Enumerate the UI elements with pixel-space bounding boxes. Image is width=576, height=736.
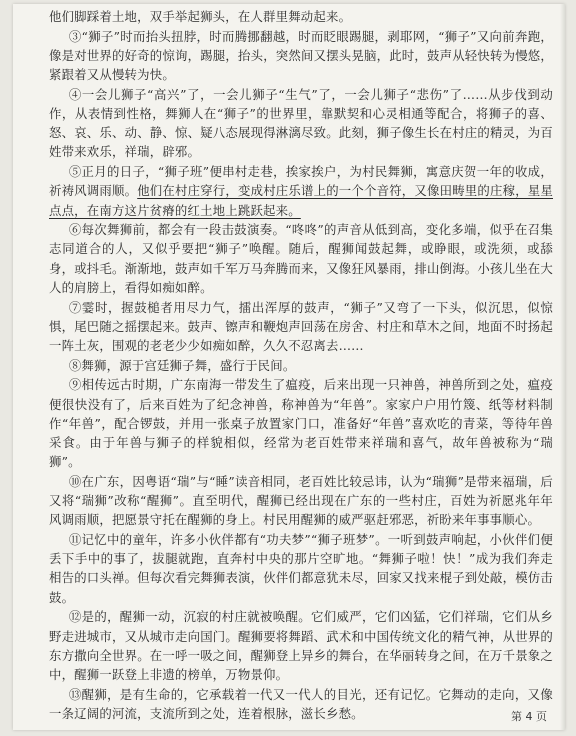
page-number: 第 4 页 [511,710,547,723]
underlined-sentence: 他们在村庄穿行，变成村庄乐谱上的一个个音符，又像田畴里的庄稼，星星点点，在南方这片贫瘠的红土地上跳跃起来。 [49,183,553,218]
paragraph-3: ③“狮子”时而抬头扭脖，时而腾挪翻越，时而眨眼踢腿，剥耶网，“狮子”又向前奔跑，像是对世界的好奇的惊询，踢腿，抬头，突然间又摆头晃脑，此时，鼓声从轻快转为慢悠，紧跟着又从慢转为快。 [49,28,553,83]
paragraph-6: ⑥每次舞狮前，都会有一段击鼓演奏。“咚咚”的声音从低到高，变化多端，似乎在召集志同道合的人，又似乎要把“狮子”唤醒。随后，醒狮闻鼓起舞，或睁眼，或洗须，或舔身，或抖毛。渐渐地，鼓声如千军万马奔腾而来，又像狂风暴雨，排山倒海。小孩儿坐在大人的肩膀上，看得如痴如醉。 [49,222,553,295]
exam-page [13,4,565,730]
paragraph-5 [49,162,553,220]
paragraph-5-lead: ⑤正月的日子，“狮子班”便串村走巷，挨家挨户，为村民舞狮，寓意庆贺一年的收成，祈祷风调雨顺。 [49,164,553,199]
page-edge [560,4,565,730]
paragraph-8: ⑧舞狮，源于宫廷狮子舞，盛行于民间。 [68,357,296,373]
paragraph-4: ④一会儿狮子“高兴”了，一会儿狮子“生气”了，一会儿狮子“悲伤”了……从步伐到动作，从表情到性格，舞狮人在“狮子”的世界里，靠默契和心灵相通等配合，将狮子的喜、怒、哀、乐、动、静、惊、疑八态展现得淋漓尽致。此刻，狮子像生长在村庄的精灵，为百姓带来欢乐，祥瑞，辟邪。 [49,86,553,160]
paragraph-11: ⑪记忆中的童年，许多小伙伴都有“功夫梦”“狮子班梦”。一听到鼓声响起，小伙伴们便丢下手中的事了，拔腿就跑，直奔村中央的那片空旷地。“舞狮子啦！快！”成为我们奔走相告的口头禅。但每次看完舞狮表演，伙伴们都意犹未尽，回家又找来棍子到处敲，模仿击鼓。 [49,531,553,605]
paragraph-13: ⑬醒狮，是有生命的，它承载着一代又一代人的目光，还有记忆。它舞动的走向，又像一条辽阔的河流，支流所到之处，连着根脉，滋长乡愁。 [49,686,553,721]
article-body [49,7,553,723]
paragraph-10: ⑩在广东，因粤语“瑞”与“睡”读音相同，老百姓比较忌讳，认为“瑞狮”是带来福瑞，后又将“瑞狮”改称“醒狮”。直至明代，醒狮已经出现在广东的一些村庄，百姓为祈愿兆年年风调雨顺，把愿景守托在醒狮的身上。村民用醒狮的威严驱赶邪恶，祈盼来年事事顺心。 [49,473,553,528]
paragraph-12: ⑫是的，醒狮一动，沉寂的村庄就被唤醒。它们威严，它们凶猛，它们祥瑞，它们从乡野走进城市，又从城市走向国门。醒狮要将舞蹈、武术和中国传统文化的精气神，从世界的东方撒向全世界。在一呼一吸之间，醒狮登上异乡的舞台，在华丽转身之间，在万千景象之中，醒狮一跃登上非遗的榜单，万物景仰。 [49,609,553,682]
paragraph-9: ⑨相传远古时期，广东南海一带发生了瘟疫，后来出现一只神兽，神兽所到之处，瘟疫便很快没有了，后来百姓为了纪念神兽，称神兽为“年兽”。家家户户用竹篾、纸等材料制作“年兽”，配合锣鼓，并用一张桌子放置家门口，准备好“年兽”喜欢吃的青菜，等待年兽采食。由于年兽与狮子的样貌相似，经常为老百姓带来祥瑞和喜气，故年兽被称为“瑞狮”。 [49,377,553,470]
paragraph-7: ⑦霎时，握鼓槌者用尽力气，擂出浑厚的鼓声，“狮子”又弯了一下头，似沉思，似惊惧，尾巴随之摇摆起来。鼓声、镲声和鞭炮声回荡在房舍、村庄和草木之间，地面不时扬起一阵土灰，围观的老老少少如痴如醉，久久不忍离去…… [49,299,553,353]
paragraph-0: 他们脚踩着土地，双手举起狮头，在人群里舞动起来。 [49,9,352,24]
